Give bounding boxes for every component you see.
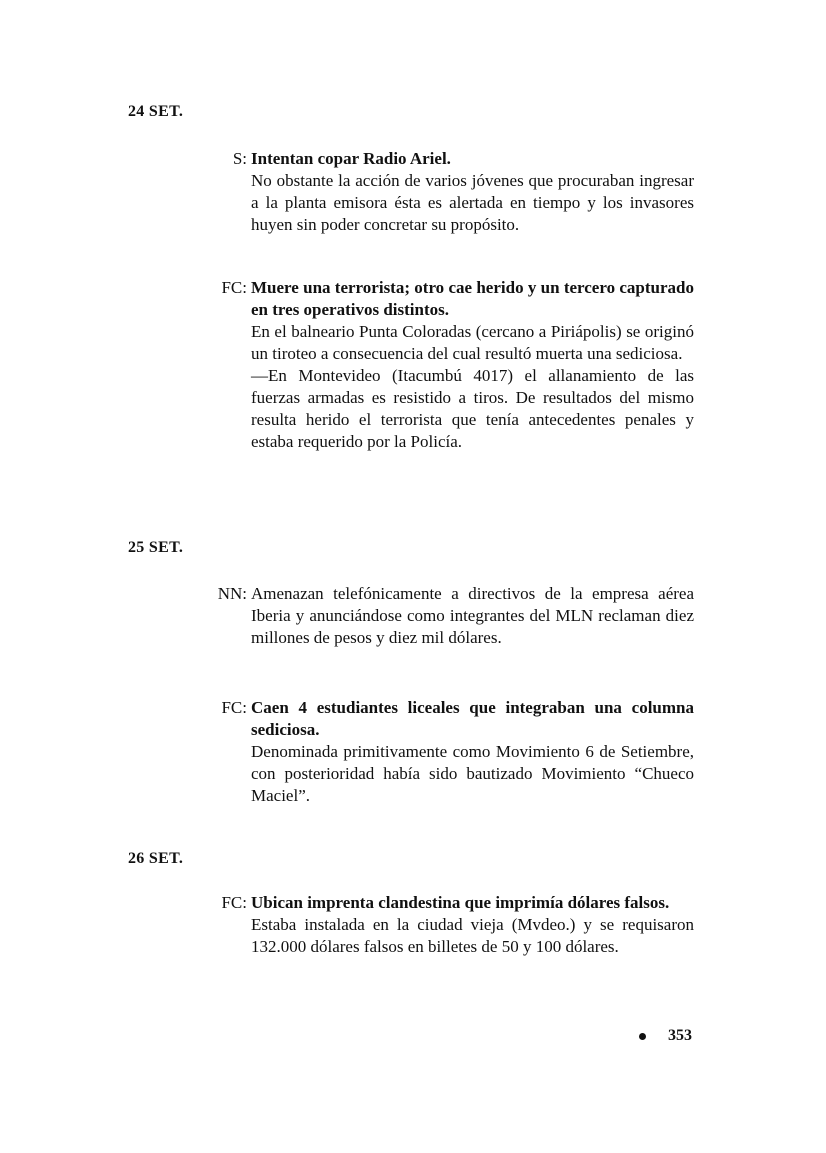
entry-headline: Muere una terrorista; otro cae herido y un tercero capturado en tres operativos distintos.	[251, 278, 694, 319]
entry-paragraph: En el balneario Punta Coloradas (cercano a Piriápolis) se originó un tiroteo a consecuencia del cual resultó muerta una sediciosa.	[251, 322, 694, 363]
source-code: NN:	[217, 584, 247, 603]
entry-paragraph: No obstante la acción de varios jóvenes que procuraban ingresar a la planta emisora ésta es alertada en tiempo y los invasores huyen sin poder concretar su propósito.	[251, 171, 694, 234]
entry-body	[251, 697, 694, 807]
bullet-icon	[639, 1033, 646, 1040]
source-code: FC:	[221, 698, 247, 717]
section-date: 26 SET.	[128, 850, 184, 867]
entry-headline: Ubican imprenta clandestina que imprimía dólares falsos.	[251, 893, 670, 912]
source-code: FC:	[221, 278, 247, 297]
entry-body	[251, 277, 694, 453]
section-date: 24 SET.	[128, 103, 184, 120]
entry-body	[251, 148, 694, 236]
section-date: 25 SET.	[128, 539, 184, 556]
source-code: FC:	[221, 893, 247, 912]
entry-paragraph: Estaba instalada en la ciudad vieja (Mvdeo.) y se requisaron 132.000 dólares falsos en billetes de 50 y 100 dólares.	[251, 915, 694, 956]
entry-body	[251, 892, 694, 958]
entry-body	[251, 583, 694, 649]
source-code: S:	[232, 149, 247, 168]
page-footer	[639, 1027, 692, 1045]
entry-headline: Caen 4 estudiantes liceales que integraban una columna sediciosa.	[251, 698, 694, 739]
page-number: 353	[668, 1027, 692, 1044]
entry-headline: Intentan copar Radio Ariel.	[251, 149, 451, 168]
entry-paragraph: —En Montevideo (Itacumbú 4017) el allanamiento de las fuerzas armadas es resistido a tiros. De resultados del mismo resulta herido el terrorista que tenía antecedentes penales y estaba requerido por la Policía.	[251, 366, 694, 451]
entry-paragraph: Amenazan telefónicamente a directivos de la empresa aérea Iberia y anunciándose como integrantes del MLN reclaman diez millones de pesos y diez mil dólares.	[251, 584, 694, 647]
entry-paragraph: Denominada primitivamente como Movimiento 6 de Setiembre, con posterioridad había sido bautizado Movimiento “Chueco Maciel”.	[251, 742, 694, 805]
